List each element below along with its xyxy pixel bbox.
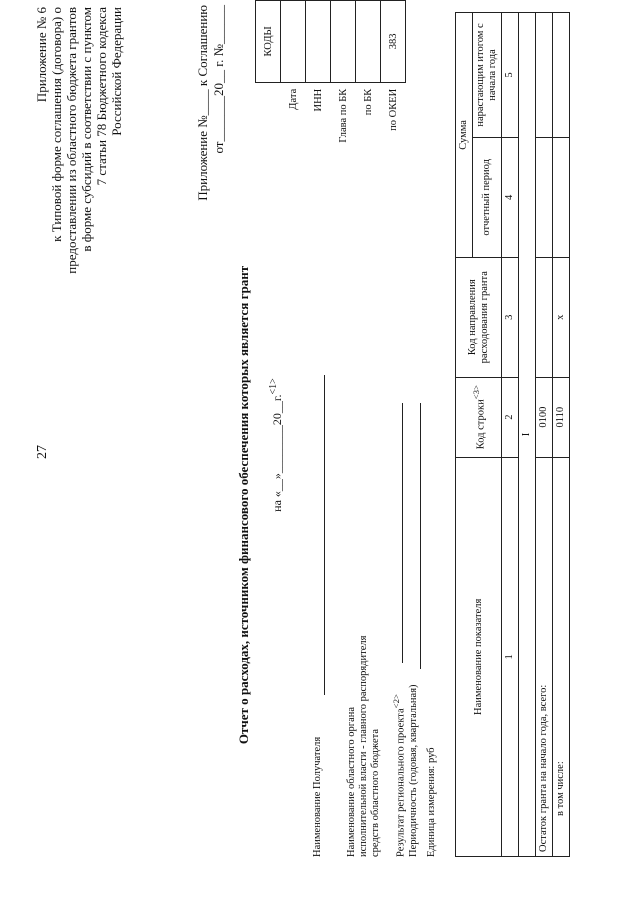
result-line[interactable] bbox=[402, 403, 403, 663]
report-table bbox=[455, 12, 570, 857]
row-code: 0100 bbox=[536, 377, 553, 457]
recipient-line[interactable] bbox=[324, 375, 325, 695]
row-reporting[interactable] bbox=[553, 137, 570, 257]
periodicity-label: Периодичность (годовая, квартальная) bbox=[408, 684, 419, 857]
authority-label-1: Наименование областного органа bbox=[346, 706, 357, 857]
codes-row-value[interactable] bbox=[281, 1, 306, 83]
result-label-text: Результат регионального проекта bbox=[395, 708, 407, 857]
codes-row-value[interactable] bbox=[331, 1, 356, 83]
header-direction-code: Код направления расходования гранта bbox=[456, 257, 502, 377]
table-numbers-row bbox=[502, 13, 519, 857]
codes-row-value[interactable] bbox=[356, 1, 381, 83]
header-row-code bbox=[456, 377, 502, 457]
appendix-line: Российской Федерации bbox=[109, 7, 124, 136]
codes-label-empty bbox=[256, 82, 281, 185]
header-reporting: отчетный период bbox=[473, 137, 502, 257]
row-name: в том числе: bbox=[553, 457, 570, 856]
row-direction[interactable] bbox=[536, 257, 553, 377]
section-number: I bbox=[519, 13, 536, 857]
report-date-text: на «__»________20__г. bbox=[270, 394, 284, 512]
agreement-line-2: от_______20__ г. №______ bbox=[211, 5, 226, 154]
row-reporting[interactable] bbox=[536, 137, 553, 257]
column-number: 1 bbox=[502, 457, 519, 856]
header-sum: Сумма bbox=[456, 13, 473, 258]
codes-row bbox=[331, 1, 356, 186]
row-name: Остаток гранта на начало года, всего: bbox=[536, 457, 553, 856]
authority-label-3: средств областного бюджета bbox=[370, 728, 381, 857]
column-number: 5 bbox=[502, 13, 519, 138]
column-number: 4 bbox=[502, 137, 519, 257]
table-header-row bbox=[456, 13, 473, 857]
agreement-line-1: Приложение №____ к Соглашению bbox=[195, 5, 210, 201]
appendix-line: в форме субсидий в соответствии с пунктом bbox=[79, 7, 94, 252]
appendix-line: Приложение № 6 bbox=[34, 7, 49, 103]
codes-row-label: Глава по БК bbox=[337, 88, 349, 143]
header-name: Наименование показателя bbox=[456, 457, 502, 856]
appendix-header bbox=[34, 7, 124, 307]
footnote-ref-3: <3> bbox=[470, 385, 481, 400]
result-label bbox=[390, 694, 408, 857]
codes-row bbox=[381, 1, 406, 186]
periodicity-line[interactable] bbox=[420, 403, 421, 669]
footnote-ref-1: <1> bbox=[268, 378, 279, 395]
recipient-label: Наименование Получателя bbox=[312, 736, 323, 857]
codes-header: КОДЫ bbox=[256, 1, 281, 83]
column-number: 2 bbox=[502, 377, 519, 457]
row-cumulative[interactable] bbox=[536, 13, 553, 138]
appendix-line: 7 статьи 78 Бюджетного кодекса bbox=[94, 7, 109, 186]
column-number: 3 bbox=[502, 257, 519, 377]
row-cumulative[interactable] bbox=[553, 13, 570, 138]
codes-row-label: по БК bbox=[362, 88, 374, 116]
header-row-code-text: Код строки bbox=[475, 399, 487, 450]
codes-row-value[interactable]: 383 bbox=[381, 1, 406, 83]
codes-row-value[interactable] bbox=[306, 1, 331, 83]
codes-header-row bbox=[256, 1, 281, 186]
codes-row-label: по ОКЕИ bbox=[387, 88, 399, 131]
table-row bbox=[553, 13, 570, 857]
authority-label-2: исполнительной власти - главного распорядителя bbox=[358, 635, 369, 857]
table-section-row bbox=[519, 13, 536, 857]
report-date bbox=[268, 295, 285, 595]
codes-row bbox=[306, 1, 331, 186]
codes-table bbox=[255, 0, 406, 185]
footnote-ref-2: <2> bbox=[391, 694, 401, 709]
codes-row-label: Дата bbox=[287, 88, 299, 110]
unit-label: Единица измерения: руб bbox=[426, 747, 437, 857]
agreement-reference bbox=[195, 5, 227, 215]
report-title: Отчет о расходах, источником финансового обеспечения которых является грант bbox=[236, 265, 251, 745]
row-direction[interactable]: х bbox=[553, 257, 570, 377]
page-number: 27 bbox=[35, 445, 50, 459]
codes-row bbox=[281, 1, 306, 186]
appendix-line: к Типовой форме соглашения (договора) о bbox=[49, 7, 64, 242]
authority-label bbox=[346, 636, 382, 857]
codes-row bbox=[356, 1, 381, 186]
header-cumulative: нарастающим итогом с начала года bbox=[473, 13, 502, 138]
codes-row-label: ИНН bbox=[312, 88, 324, 112]
appendix-line: предоставлении из областного бюджета грантов bbox=[64, 7, 79, 274]
table-row bbox=[536, 13, 553, 857]
row-code: 0110 bbox=[553, 377, 570, 457]
